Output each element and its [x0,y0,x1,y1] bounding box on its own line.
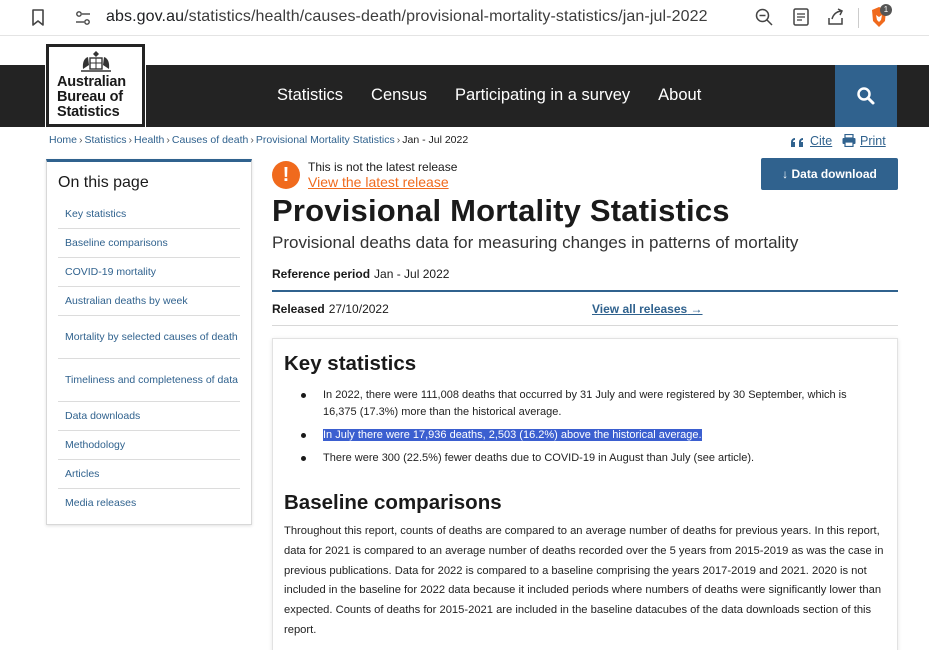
on-this-page-sidebar [46,159,252,525]
reference-period-value: Jan - Jul 2022 [374,267,450,281]
sidebar-item-articles[interactable]: Articles [58,460,240,489]
breadcrumb-statistics[interactable]: Statistics [84,134,127,146]
sidebar-item-data-downloads[interactable]: Data downloads [58,402,240,431]
selected-text: In July there were 17,936 deaths, 2,503 (16.2%) above the historical average. [323,429,702,441]
sidebar-item-australian-deaths-by-week[interactable]: Australian deaths by week [58,287,240,316]
arrow-down-icon: ↓ [782,167,789,181]
breadcrumb-causes-of-death[interactable]: Causes of death [171,134,249,146]
address-bar[interactable] [106,8,708,26]
page-subtitle: Provisional deaths data for measuring changes in patterns of mortality [272,233,799,252]
view-latest-release-link[interactable]: View the latest release [308,174,449,190]
released-value: 27/10/2022 [328,302,389,316]
logo-line-1: Australian [57,74,126,90]
url-domain: abs.gov.au [106,8,185,25]
breadcrumb-provisional-mortality[interactable]: Provisional Mortality Statistics [255,134,395,146]
url-path: /statistics/health/causes-death/provisional-mortality-statistics/jan-jul-2022 [184,8,708,25]
breadcrumb-home[interactable]: Home [49,134,78,146]
list-item: In 2022, there were 111,008 deaths that occurred by 31 July and were registered by 30 September, which is 16,375 (17.3%) more than the historical average. [299,387,879,421]
site-settings-icon[interactable] [74,10,92,26]
baseline-comparisons-heading: Baseline comparisons [284,491,502,514]
abs-logo[interactable] [46,44,145,127]
sidebar-item-timeliness[interactable]: Timeliness and completeness of data [58,359,240,402]
content-card [272,338,898,650]
breadcrumb-separator: › [166,134,170,146]
toolbar-divider [858,8,859,28]
sidebar-item-mortality-by-causes[interactable]: Mortality by selected causes of death [58,316,240,359]
brave-badge-count: 1 [880,4,892,16]
breadcrumb-separator: › [250,134,254,146]
sidebar-item-covid-19-mortality[interactable]: COVID-19 mortality [58,258,240,287]
breadcrumb-separator: › [79,134,83,146]
sidebar-item-methodology[interactable]: Methodology [58,431,240,460]
logo-line-2: Bureau of [57,89,123,105]
key-statistics-list [299,387,879,473]
breadcrumb-health[interactable]: Health [134,134,165,146]
printer-icon [842,134,856,152]
cite-link[interactable]: Cite [810,134,833,148]
list-item [299,427,879,444]
reference-period-label: Reference period [272,267,371,281]
nav-statistics[interactable]: Statistics [277,86,344,104]
coat-of-arms-icon [79,49,113,73]
header-divider [272,290,898,292]
view-all-releases-link[interactable] [592,302,703,316]
page-title: Provisional Mortality Statistics [272,193,730,228]
search-button[interactable] [835,65,897,127]
baseline-comparisons-paragraph: Throughout this report, counts of deaths are compared to an average number of deaths for previous years. In this report, data for 2021 is compared to an average number of deaths recorded over the 5 years from 2015-2019 as was the case in previous publications. Data for 2022 is compared to a baseline comprising the years 2017-2019 and 2021. 2020 is not included in the baseline for 2022 data because it included periods where numbers of deaths were significantly lower than expected. Counts of deaths for 2015-2021 are included in the baseline datacubes of the data downloads section of this report. [284,525,884,636]
zoom-icon[interactable] [754,7,774,27]
logo-wordmark [57,75,126,120]
arrow-right-icon: → [690,302,703,316]
data-download-label: Data download [791,167,877,181]
sidebar-list [58,200,240,518]
quote-icon [790,135,806,153]
not-latest-release-notice: This is not the latest release [308,160,458,174]
search-icon [856,86,876,106]
nav-about[interactable]: About [658,86,702,104]
released-date [272,302,389,316]
nav-participating-in-a-survey[interactable]: Participating in a survey [454,86,631,104]
browser-toolbar [0,0,929,36]
data-download-button[interactable] [761,158,898,190]
print-link[interactable]: Print [860,134,886,148]
share-icon[interactable] [826,7,846,27]
view-all-releases-label: View all releases [592,302,688,316]
list-item: There were 300 (22.5%) fewer deaths due to COVID-19 in August than July (see article). [299,450,879,467]
breadcrumb [49,134,468,146]
released-divider [272,325,898,326]
bookmark-icon[interactable] [30,8,46,28]
breadcrumb-current: Jan - Jul 2022 [402,134,469,146]
nav-census[interactable]: Census [371,86,427,104]
main-nav [277,86,701,105]
exclamation-icon: ! [272,161,300,189]
sidebar-item-key-statistics[interactable]: Key statistics [58,200,240,229]
sidebar-title: On this page [58,174,149,191]
reference-period [272,267,449,281]
released-label: Released [272,302,325,316]
sidebar-item-baseline-comparisons[interactable]: Baseline comparisons [58,229,240,258]
logo-line-3: Statistics [57,104,120,120]
sidebar-item-media-releases[interactable]: Media releases [65,497,137,510]
reader-mode-icon[interactable] [791,7,811,27]
breadcrumb-separator: › [128,134,133,146]
breadcrumb-separator: › [396,134,401,146]
key-statistics-heading: Key statistics [284,352,417,375]
